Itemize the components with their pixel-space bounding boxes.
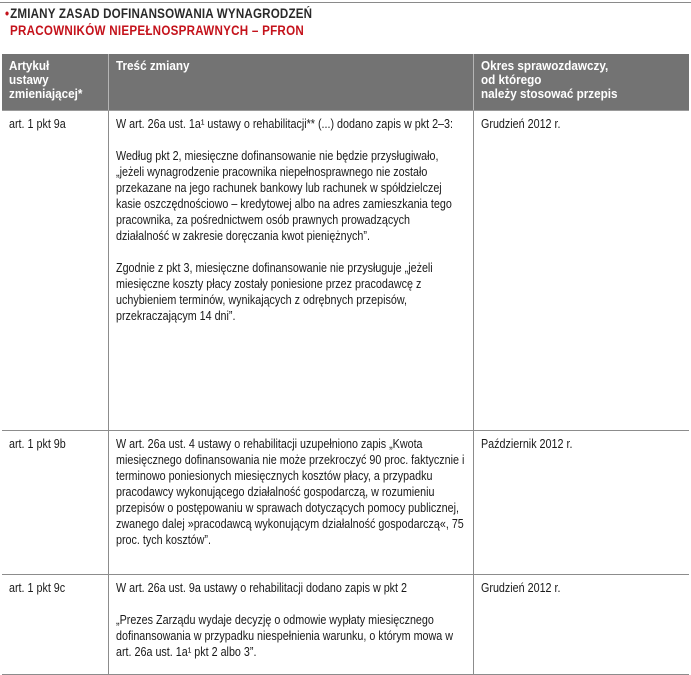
article-text: art. 1 pkt 9c xyxy=(9,581,66,595)
article-cell xyxy=(2,575,108,675)
changes-table xyxy=(2,54,689,675)
change-paragraph: Zgodnie z pkt 3, miesięczne dofinansowanie nie przysługuje „jeżeli miesięczne koszty płacy zostały poniesione przez pracodawcę z uchybieniem terminów, wynikających z odrębnych przepisów, przekraczającym 14 dni”. xyxy=(115,261,433,323)
change-paragraph: W art. 26a ust. 9a ustawy o rehabilitacji dodano zapis w pkt 2 xyxy=(115,581,407,595)
period-text: Październik 2012 r. xyxy=(480,437,572,451)
change-cell xyxy=(108,111,473,431)
header-rule xyxy=(0,2,691,3)
change-cell xyxy=(108,575,473,675)
article-text: art. 1 pkt 9a xyxy=(9,117,66,131)
change-paragraph: „Prezes Zarządu wydaje decyzję o odmowie wypłaty miesięcznego dofinansowania w przypadku niespełnienia warunku, o którym mowa w art. 26a ust. 1a¹ pkt 2 albo 3”. xyxy=(115,613,453,659)
period-text: Grudzień 2012 r. xyxy=(480,581,560,595)
page-header xyxy=(0,0,691,46)
table-row xyxy=(2,431,689,575)
article-cell xyxy=(2,111,108,431)
bullet-icon: • xyxy=(5,6,10,21)
period-cell xyxy=(473,575,689,675)
change-paragraph: Według pkt 2, miesięczne dofinansowanie nie będzie przysługiwało, „jeżeli wynagrodzenie pracownika niepełnosprawnego nie zostało przekazane na jego rachunek bankowy lub rachunek w spółdzielczej kasie oszczędnościowo – kredytowej albo na adres zamieszkania tego pracownika, za pośrednictwem osób prawnych prowadzących działalność w zakresie doręczania kwot pieniężnych”. xyxy=(115,149,452,243)
article-text: art. 1 pkt 9b xyxy=(9,437,66,451)
table-body xyxy=(2,111,689,675)
table-row xyxy=(2,575,689,675)
article-cell xyxy=(2,431,108,575)
period-cell xyxy=(473,431,689,575)
table-header-row xyxy=(2,54,689,111)
title-line-1 xyxy=(5,6,312,21)
change-cell xyxy=(108,431,473,575)
period-cell xyxy=(473,111,689,431)
column-header-period: Okres sprawozdawczy, od którego należy stosować przepis xyxy=(473,54,689,111)
title-line-1-text: ZMIANY ZASAD DOFINANSOWANIA WYNAGRODZEŃ xyxy=(10,6,313,21)
table-row xyxy=(2,111,689,431)
change-paragraph: W art. 26a ust. 4 ustawy o rehabilitacji uzupełniono zapis „Kwota miesięcznego dofinansowania nie może przekroczyć 90 proc. faktycznie i terminowo poniesionych miesięcznych kosztów płacy, a przypadku pracodawcy wykonującego działalność gospodarczą, w rozumieniu przepisów o postępowaniu w sprawach dotyczących pomocy publicznej, zwanego dalej »pracodawcą wykonującym działalność gospodarczą«, 75 proc. tych kosztów”. xyxy=(115,437,464,547)
change-paragraph: W art. 26a ust. 1a¹ ustawy o rehabilitacji** (...) dodano zapis w pkt 2–3: xyxy=(115,117,453,131)
column-header-change: Treść zmiany xyxy=(108,54,473,111)
column-header-article: Artykuł ustawy zmieniającej* xyxy=(2,54,108,111)
title-line-2: PRACOWNIKÓW NIEPEŁNOSPRAWNYCH – PFRON xyxy=(10,23,305,38)
period-text: Grudzień 2012 r. xyxy=(480,117,560,131)
